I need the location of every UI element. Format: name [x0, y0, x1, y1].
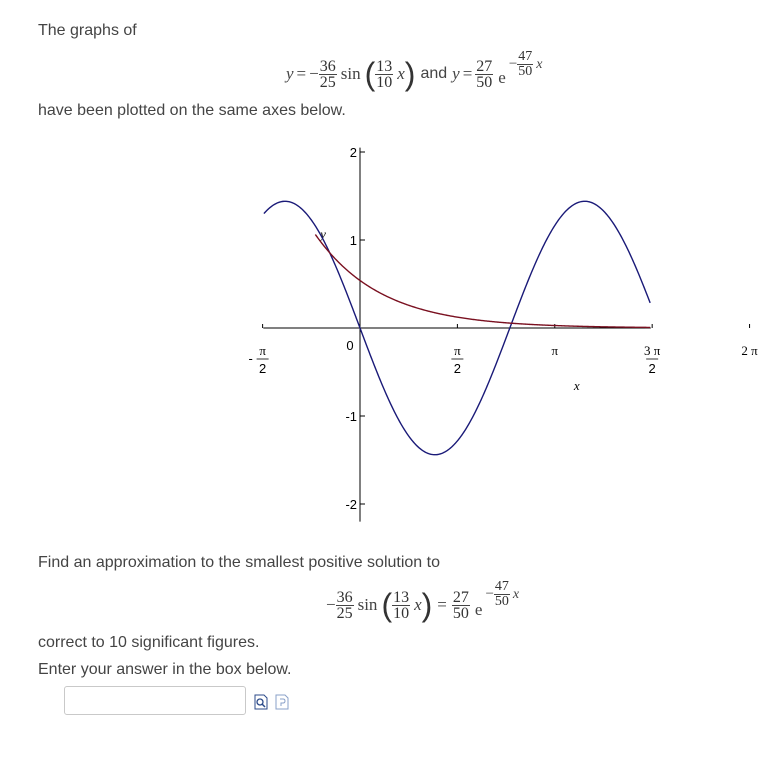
x-tick-label: 3 π: [644, 343, 661, 358]
x-tick-label: π: [259, 343, 266, 358]
y-axis-label: y: [320, 226, 326, 242]
x-tick-label-denominator: 2: [648, 361, 656, 376]
y-tick-label: -2: [345, 497, 357, 512]
formula-equation: − $\frac{36}{25}$ sin ( $\frac{13}{10}$ x ) = $\frac{27}{50}$ e − $\frac{47}{50}$ x: [326, 579, 520, 623]
x-axis-label: x: [573, 378, 580, 393]
instruction-text-2: Enter your answer in the box below.: [38, 661, 292, 678]
question-text: Find an approximation to the smallest positive solution to: [38, 554, 440, 571]
intro-text-2: have been plotted on the same axes below.: [38, 102, 346, 119]
exponential-curve: [315, 235, 650, 328]
y-tick-label: 2: [349, 145, 357, 160]
intro-text: The graphs of: [38, 22, 137, 39]
answer-input[interactable]: [64, 686, 246, 715]
preview-icon[interactable]: [254, 694, 268, 710]
y-tick-label: 1: [349, 233, 357, 248]
x-tick-label-denominator: 2: [453, 361, 462, 376]
x-tick-label: π: [551, 343, 559, 358]
formula-intro: y = − $\frac{36}{25}$ sin ( $\frac{13}{10}$ x ) and y = $\frac{27}{50}$ e − $\frac{47}{50}$ x: [286, 49, 543, 92]
x-tick-label: π: [454, 343, 461, 358]
y-tick-label: -1: [345, 409, 357, 424]
x-tick-label: 2 π: [741, 343, 758, 358]
x-tick-label-sign: -: [248, 351, 253, 366]
origin-label: 0: [346, 338, 354, 353]
x-tick-label-denominator: 2: [258, 361, 267, 376]
instruction-text-1: correct to 10 significant figures.: [38, 634, 260, 651]
help-icon[interactable]: [275, 694, 289, 710]
function-graph: [248, 125, 758, 525]
